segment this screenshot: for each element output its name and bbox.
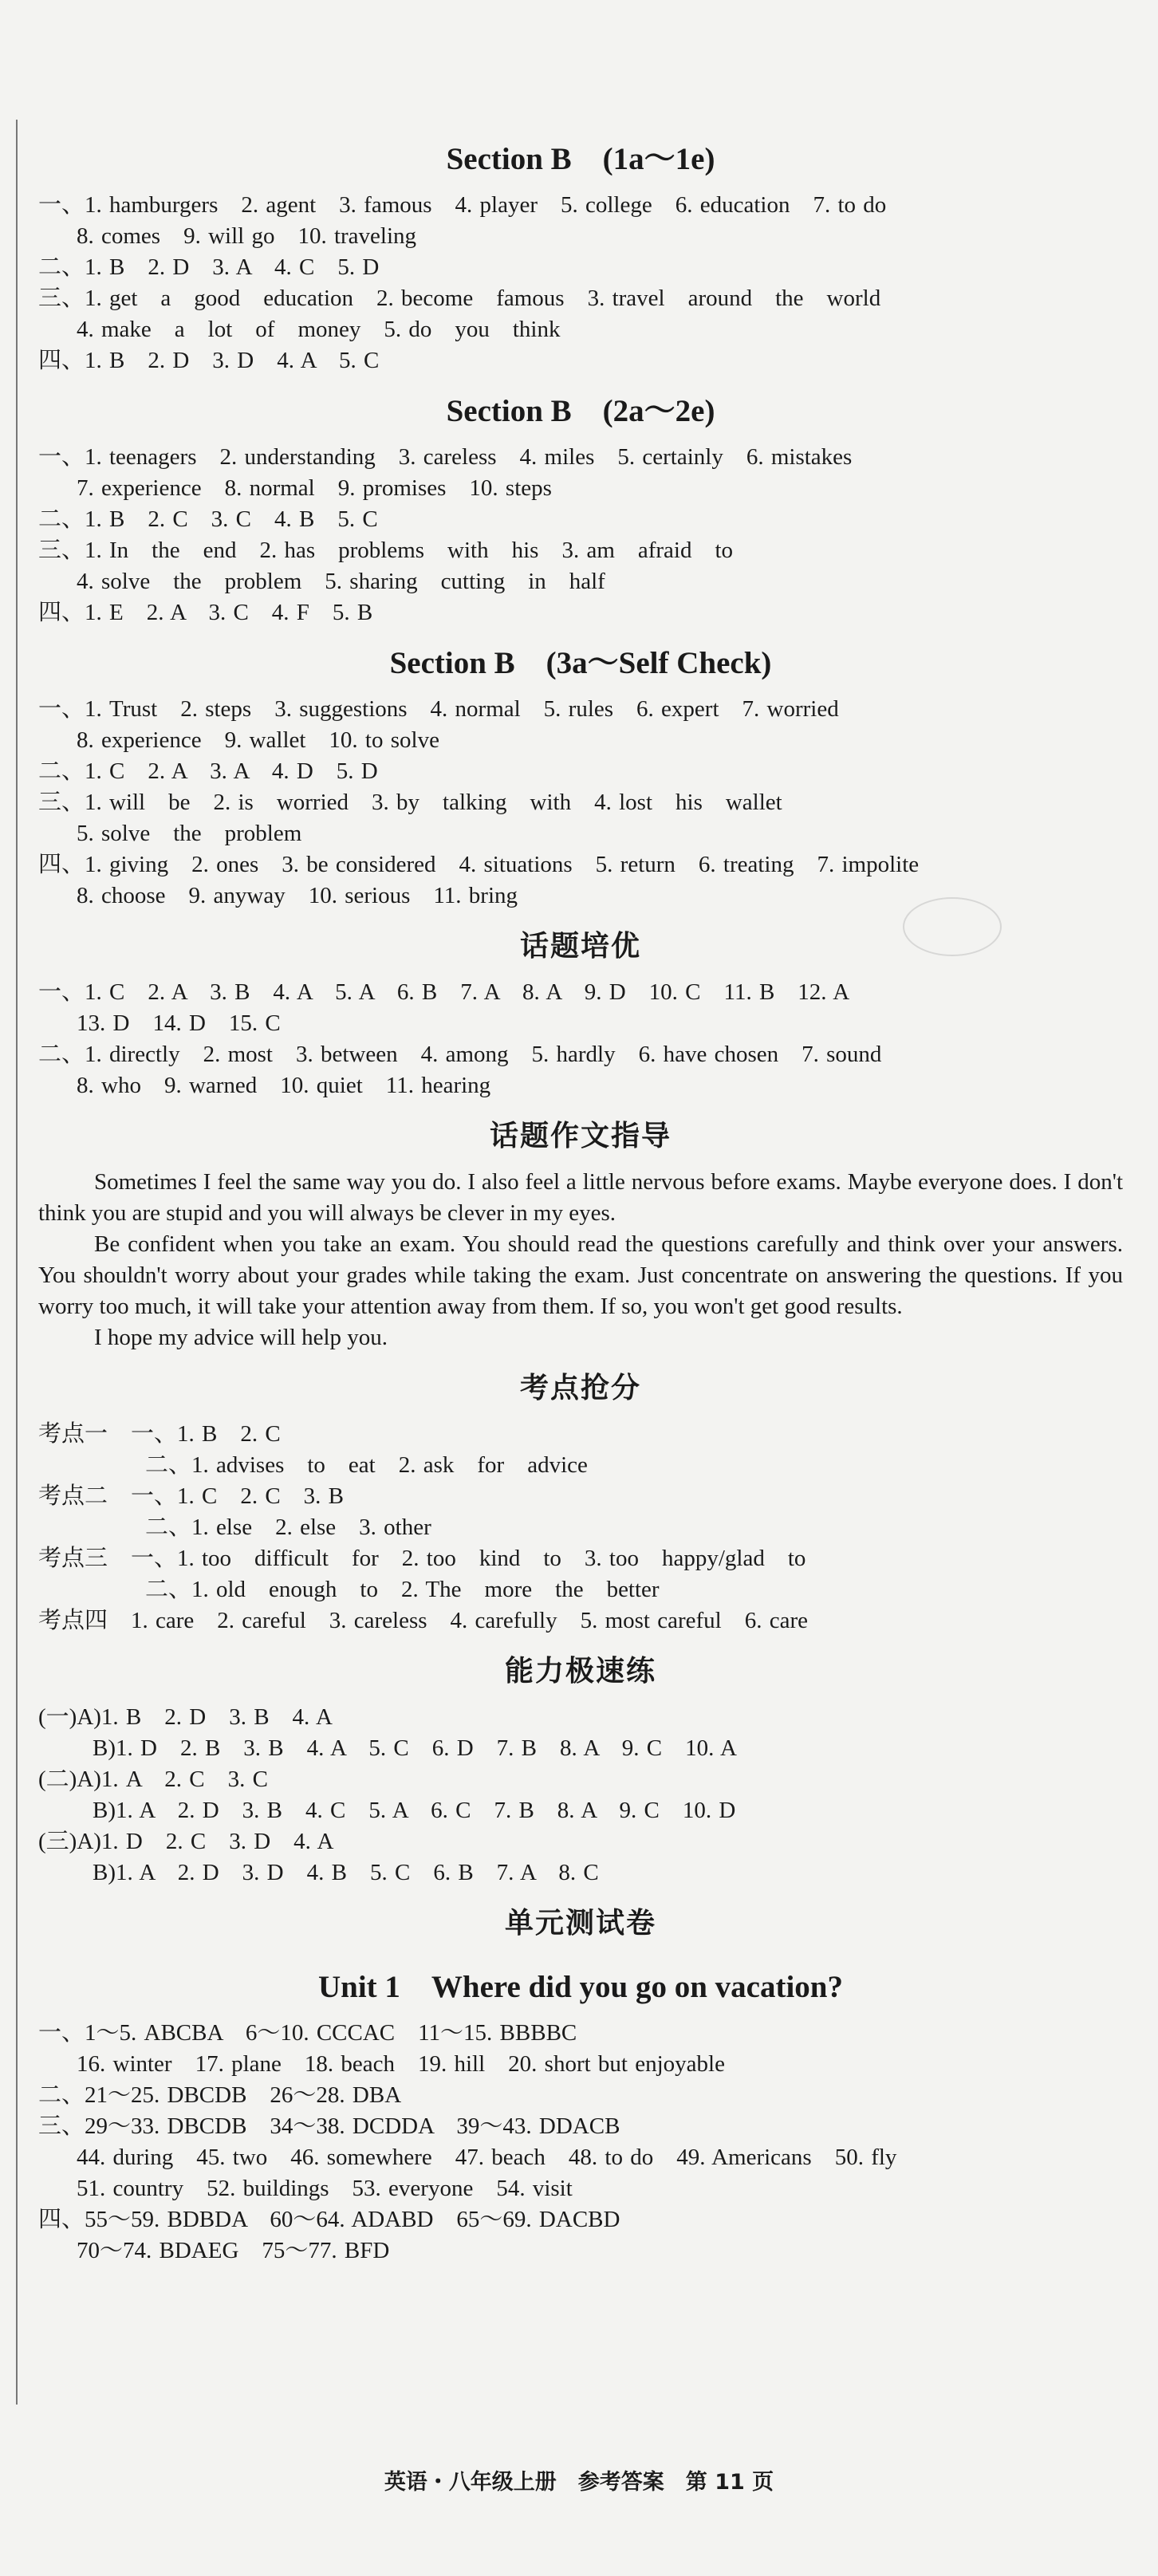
essay-paragraph: I hope my advice will help you.: [94, 1325, 388, 1350]
answer-line: 二、1. advises to eat 2. ask for advice: [145, 1452, 588, 1478]
section-heading: 考点抢分: [519, 1372, 641, 1404]
answer-line: 一、1. C 2. A 3. B 4. A 5. A 6. B 7. A 8. A 9. D 10. C 11. B 12. A: [38, 979, 850, 1005]
answer-line: 13. D 14. D 15. C: [77, 1010, 281, 1036]
answer-line: (三)A)1. D 2. C 3. D 4. A: [38, 1829, 334, 1854]
answer-line: 二、21～25. DBCDB 26～28. DBA: [38, 2082, 402, 2108]
section-heading: Section B (3a～Self Check): [389, 646, 772, 680]
answer-line: 二、1. B 2. C 3. C 4. B 5. C: [38, 506, 378, 532]
answer-line: 51. country 52. buildings 53. everyone 54. visit: [77, 2176, 573, 2201]
answer-line: 考点二 一、1. C 2. C 3. B: [38, 1483, 345, 1509]
answer-line: 一、1. teenagers 2. understanding 3. careless 4. miles 5. certainly 6. mistakes: [38, 444, 853, 470]
answer-line: 二、1. old enough to 2. The more the better: [145, 1577, 660, 1602]
answer-line: (二)A)1. A 2. C 3. C: [38, 1767, 268, 1792]
answer-line: 三、29～33. DBCDB 34～38. DCDDA 39～43. DDACB: [38, 2113, 620, 2139]
answer-line: B)1. A 2. D 3. D 4. B 5. C 6. B 7. A 8. C: [93, 1860, 599, 1885]
answer-line: (一)A)1. B 2. D 3. B 4. A: [38, 1704, 333, 1730]
section-heading: Section B (2a～2e): [446, 394, 715, 428]
section-heading: 话题培优: [519, 930, 641, 963]
answer-line: 考点一 一、1. B 2. C: [38, 1421, 281, 1447]
answer-line: 8. comes 9. will go 10. traveling: [77, 223, 417, 249]
answer-line: 考点四 1. care 2. careful 3. careless 4. carefully 5. most careful 6. care: [38, 1608, 808, 1633]
answer-line: B)1. A 2. D 3. B 4. C 5. A 6. C 7. B 8. A 9. C 10. D: [93, 1798, 736, 1823]
answer-line: 70～74. BDAEG 75～77. BFD: [77, 2238, 390, 2263]
essay-paragraph: Sometimes I feel the same way you do. I also feel a little nervous before exams. Maybe everyone does. I don't think you are stupid and you will always be clever in my eyes.: [38, 1169, 1123, 1226]
answer-line: 二、1. C 2. A 3. A 4. D 5. D: [38, 758, 378, 784]
faint-stamp: [903, 897, 1002, 956]
section-heading: Section B (1a～1e): [446, 142, 715, 176]
answer-line: 8. choose 9. anyway 10. serious 11. bring: [77, 883, 518, 908]
answer-line: 二、1. B 2. D 3. A 4. C 5. D: [38, 254, 380, 280]
answer-line: 4. make a lot of money 5. do you think: [77, 317, 561, 342]
answer-line: 三、1. get a good education 2. become famous 3. travel around the world: [38, 286, 881, 311]
answer-line: 四、1. giving 2. ones 3. be considered 4. situations 5. return 6. treating 7. impolite: [38, 852, 920, 877]
answer-line: 8. experience 9. wallet 10. to solve: [77, 727, 439, 753]
answer-line: 一、1. hamburgers 2. agent 3. famous 4. player 5. college 6. education 7. to do: [38, 192, 887, 218]
unit-heading: Unit 1 Where did you go on vacation?: [317, 1970, 843, 2004]
answer-line: 二、1. directly 2. most 3. between 4. among 5. hardly 6. have chosen 7. sound: [38, 1042, 882, 1067]
answer-line: 一、1～5. ABCBA 6～10. CCCAC 11～15. BBBBC: [38, 2020, 577, 2046]
answer-line: 四、55～59. BDBDA 60～64. ADABD 65～69. DACBD: [38, 2207, 620, 2232]
answer-line: 4. solve the problem 5. sharing cutting in half: [77, 569, 605, 594]
answer-line: 四、1. B 2. D 3. D 4. A 5. C: [38, 348, 380, 373]
answer-line: 一、1. Trust 2. steps 3. suggestions 4. normal 5. rules 6. expert 7. worried: [38, 696, 839, 722]
answer-line: 考点三 一、1. too difficult for 2. too kind to 3. too happy/glad to: [38, 1546, 806, 1571]
answer-line: 44. during 45. two 46. somewhere 47. beach 48. to do 49. Americans 50. fly: [77, 2145, 897, 2170]
answer-line: 二、1. else 2. else 3. other: [145, 1514, 431, 1540]
answer-line: 四、1. E 2. A 3. C 4. F 5. B: [38, 600, 373, 625]
page-footer: 英语・八年级上册 参考答案 第 11 页: [384, 2470, 774, 2495]
answer-line: B)1. D 2. B 3. B 4. A 5. C 6. D 7. B 8. A 9. C 10. A: [93, 1735, 737, 1761]
section-heading: 能力极速练: [504, 1655, 656, 1688]
answer-line: 三、1. In the end 2. has problems with his 3. am afraid to: [38, 538, 734, 563]
answer-line: 7. experience 8. normal 9. promises 10. steps: [77, 475, 552, 501]
answer-content: [38, 144, 1123, 2267]
answer-line: 8. who 9. warned 10. quiet 11. hearing: [77, 1073, 491, 1098]
section-heading: 单元测试卷: [504, 1907, 656, 1940]
answer-page: [16, 120, 1131, 2405]
answer-line: 16. winter 17. plane 18. beach 19. hill 20. short but enjoyable: [77, 2051, 725, 2077]
answer-line: 三、1. will be 2. is worried 3. by talking with 4. lost his wallet: [38, 790, 782, 815]
section-heading: 话题作文指导: [489, 1120, 672, 1152]
answer-line: 5. solve the problem: [77, 821, 302, 846]
essay-paragraph: Be confident when you take an exam. You should read the questions carefully and think over your answers. You shouldn't worry about your grades while taking the exam. Just concentrate on answering the questions. If you worry too much, it will take your attention away from them. If so, you won't get good results.: [38, 1231, 1123, 1319]
